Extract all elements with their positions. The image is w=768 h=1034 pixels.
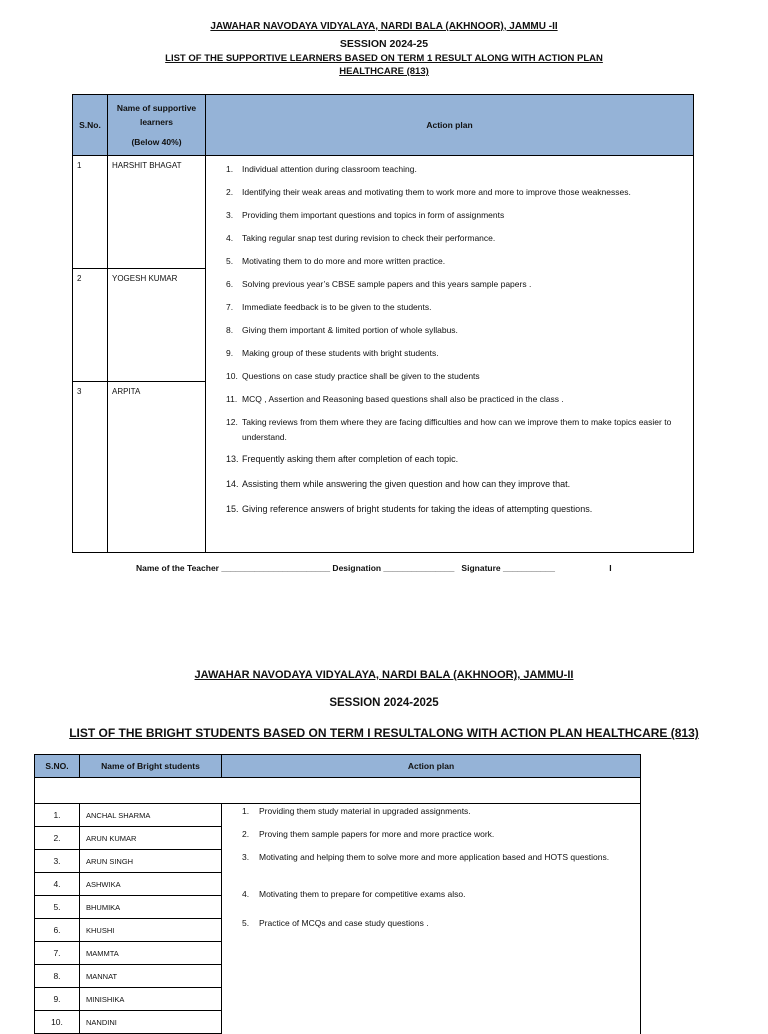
action-plan-number: 3. (226, 210, 234, 220)
action-plan-item (222, 916, 622, 931)
school-title-2: JAWAHAR NAVODAYA VIDYALAYA, NARDI BALA (AKHNOOR), JAMMU-II (194, 669, 574, 681)
action-plan-text: Motivating them to do more and more written practice. (242, 256, 446, 266)
row-sno: 3 (73, 382, 108, 553)
col-header-name-line3: (Below 40%) (131, 137, 182, 147)
subject-title: HEALTHCARE (813) (339, 66, 429, 77)
action-plan-item (206, 369, 676, 384)
action-plan-text: Assisting them while answering the given question and how can they improve that. (242, 479, 571, 489)
action-plan-number: 14. (226, 479, 239, 489)
action-plan-item (206, 300, 676, 315)
row-sno: 10. (35, 1011, 80, 1034)
action-plan-number: 8. (226, 325, 234, 335)
action-plan-text: Motivating and helping them to solve more and more application based and HOTS questions. (259, 852, 610, 862)
row-sno: 4. (35, 873, 80, 896)
row-name: NANDINI (80, 1011, 222, 1034)
action-plan-number: 2. (226, 187, 234, 197)
action-plan-item (206, 477, 676, 492)
row-sno: 7. (35, 942, 80, 965)
row-name: ASHWIKA (80, 873, 222, 896)
action-plan-number: 7. (226, 302, 234, 312)
row-sno: 2. (35, 827, 80, 850)
action-plan-item (222, 804, 622, 819)
action-plan-number: 4. (242, 889, 250, 899)
row-name: BHUMIKA (80, 896, 222, 919)
row-sno: 8. (35, 965, 80, 988)
action-plan-item (206, 502, 676, 517)
signature-line-text: Name of the Teacher _______________________ Designation _______________ Signature ___________ I (136, 563, 612, 573)
col-header-sno: S.NO. (35, 755, 80, 778)
row-name: MINISHIKA (80, 988, 222, 1011)
action-plan-text: Practice of MCQs and case study questions . (259, 918, 429, 928)
action-plan-number: 6. (226, 279, 234, 289)
action-plan-text: Questions on case study practice shall be given to the students (242, 371, 480, 381)
row-name: MAMMTA (80, 942, 222, 965)
action-plan-item (206, 392, 676, 407)
action-plan-number: 1. (242, 806, 250, 816)
table-header-row (35, 755, 641, 778)
action-plan-text: Immediate feedback is to be given to the students. (242, 302, 432, 312)
action-plan-number: 12. (226, 417, 238, 427)
action-plan-text: Taking reviews from them where they are facing difficulties and how can we improve them to make topics easier to understand. (242, 417, 672, 442)
action-plan-text: Giving reference answers of bright students for taking the ideas of attempting questions. (242, 504, 593, 514)
table-row (73, 156, 694, 269)
action-plan-number: 15. (226, 504, 239, 514)
blank-cell (35, 778, 641, 804)
action-plan-number: 10. (226, 371, 238, 381)
action-plan-item (206, 277, 676, 292)
session-title: SESSION 2024-25 (339, 38, 429, 50)
action-plan-text: Solving previous year’s CBSE sample papers and this years sample papers . (242, 279, 532, 289)
action-plan-item (206, 323, 676, 338)
row-name: KHUSHI (80, 919, 222, 942)
blank-row (35, 778, 641, 804)
supportive-learners-table (72, 94, 694, 553)
row-name: YOGESH KUMAR (108, 269, 206, 382)
bright-students-body (35, 804, 641, 1034)
col-header-sno: S.No. (73, 95, 108, 156)
row-name: ARUN KUMAR (80, 827, 222, 850)
table-header-row (73, 95, 694, 156)
action-plan-number: 9. (226, 348, 234, 358)
action-plan-text: Proving them sample papers for more and more practice work. (259, 829, 495, 839)
action-plan-item (222, 887, 622, 902)
list-title-2: LIST OF THE BRIGHT STUDENTS BASED ON TERM I RESULTALONG WITH ACTION PLAN HEALTHCARE (813) (69, 726, 699, 740)
action-plan-text: Making group of these students with bright students. (242, 348, 439, 358)
session-title-2: SESSION 2024-2025 (329, 697, 439, 709)
action-plan-item (206, 452, 676, 467)
row-sno: 1. (35, 804, 80, 827)
action-plan-item (222, 850, 622, 865)
row-sno: 2 (73, 269, 108, 382)
action-plan-item (206, 231, 676, 246)
action-plan-item (222, 827, 622, 842)
table-row (35, 804, 641, 827)
col-header-name (108, 95, 206, 156)
action-plan-number: 2. (242, 829, 250, 839)
col-header-name-line2: learners (139, 117, 174, 127)
action-plan-item (206, 415, 676, 445)
action-plan-item (206, 208, 676, 223)
row-name: ARUN SINGH (80, 850, 222, 873)
action-plan-item (206, 346, 676, 361)
action-plan-cell (206, 156, 694, 553)
row-name: ARPITA (108, 382, 206, 553)
row-sno: 5. (35, 896, 80, 919)
action-plan-number: 4. (226, 233, 234, 243)
action-plan-text: Identifying their weak areas and motivating them to work more and more to improve those weaknesses. (242, 187, 631, 197)
action-plan-number: 5. (242, 918, 250, 928)
action-plan-text: Providing them important questions and topics in form of assignments (242, 210, 505, 220)
row-sno: 6. (35, 919, 80, 942)
action-plan-number: 3. (242, 852, 250, 862)
row-sno: 3. (35, 850, 80, 873)
school-title: JAWAHAR NAVODAYA VIDYALAYA, NARDI BALA (AKHNOOR), JAMMU -II (210, 21, 558, 32)
col-header-plan: Action plan (222, 755, 641, 778)
row-sno: 9. (35, 988, 80, 1011)
action-plan-item (206, 162, 676, 177)
signature-line (0, 563, 768, 583)
col-header-plan: Action plan (206, 95, 694, 156)
action-plan-text: Providing them study material in upgraded assignments. (259, 806, 471, 816)
row-name: HARSHIT BHAGAT (108, 156, 206, 269)
action-plan-cell (222, 804, 641, 1034)
action-plan-text: Frequently asking them after completion of each topic. (242, 454, 459, 464)
action-plan-item (206, 185, 676, 200)
row-name: ANCHAL SHARMA (80, 804, 222, 827)
action-plan-text: Taking regular snap test during revision to check their performance. (242, 233, 496, 243)
action-plan-text: Individual attention during classroom teaching. (242, 164, 417, 174)
action-plan-text: Giving them important & limited portion of whole syllabus. (242, 325, 458, 335)
col-header-name-line1: Name of supportive (116, 103, 197, 113)
list-title: LIST OF THE SUPPORTIVE LEARNERS BASED ON TERM 1 RESULT ALONG WITH ACTION PLAN (165, 53, 603, 64)
action-plan-item (206, 254, 676, 269)
row-sno: 1 (73, 156, 108, 269)
bright-students-table (34, 754, 641, 1034)
action-plan-number: 1. (226, 164, 234, 174)
action-plan-text: Motivating them to prepare for competitive exams also. (259, 889, 466, 899)
action-plan-number: 5. (226, 256, 234, 266)
action-plan-text: MCQ , Assertion and Reasoning based questions shall also be practiced in the class . (242, 394, 564, 404)
col-header-name: Name of Bright students (80, 755, 222, 778)
row-name: MANNAT (80, 965, 222, 988)
action-plan-number: 11. (226, 394, 238, 404)
action-plan-number: 13. (226, 454, 239, 464)
